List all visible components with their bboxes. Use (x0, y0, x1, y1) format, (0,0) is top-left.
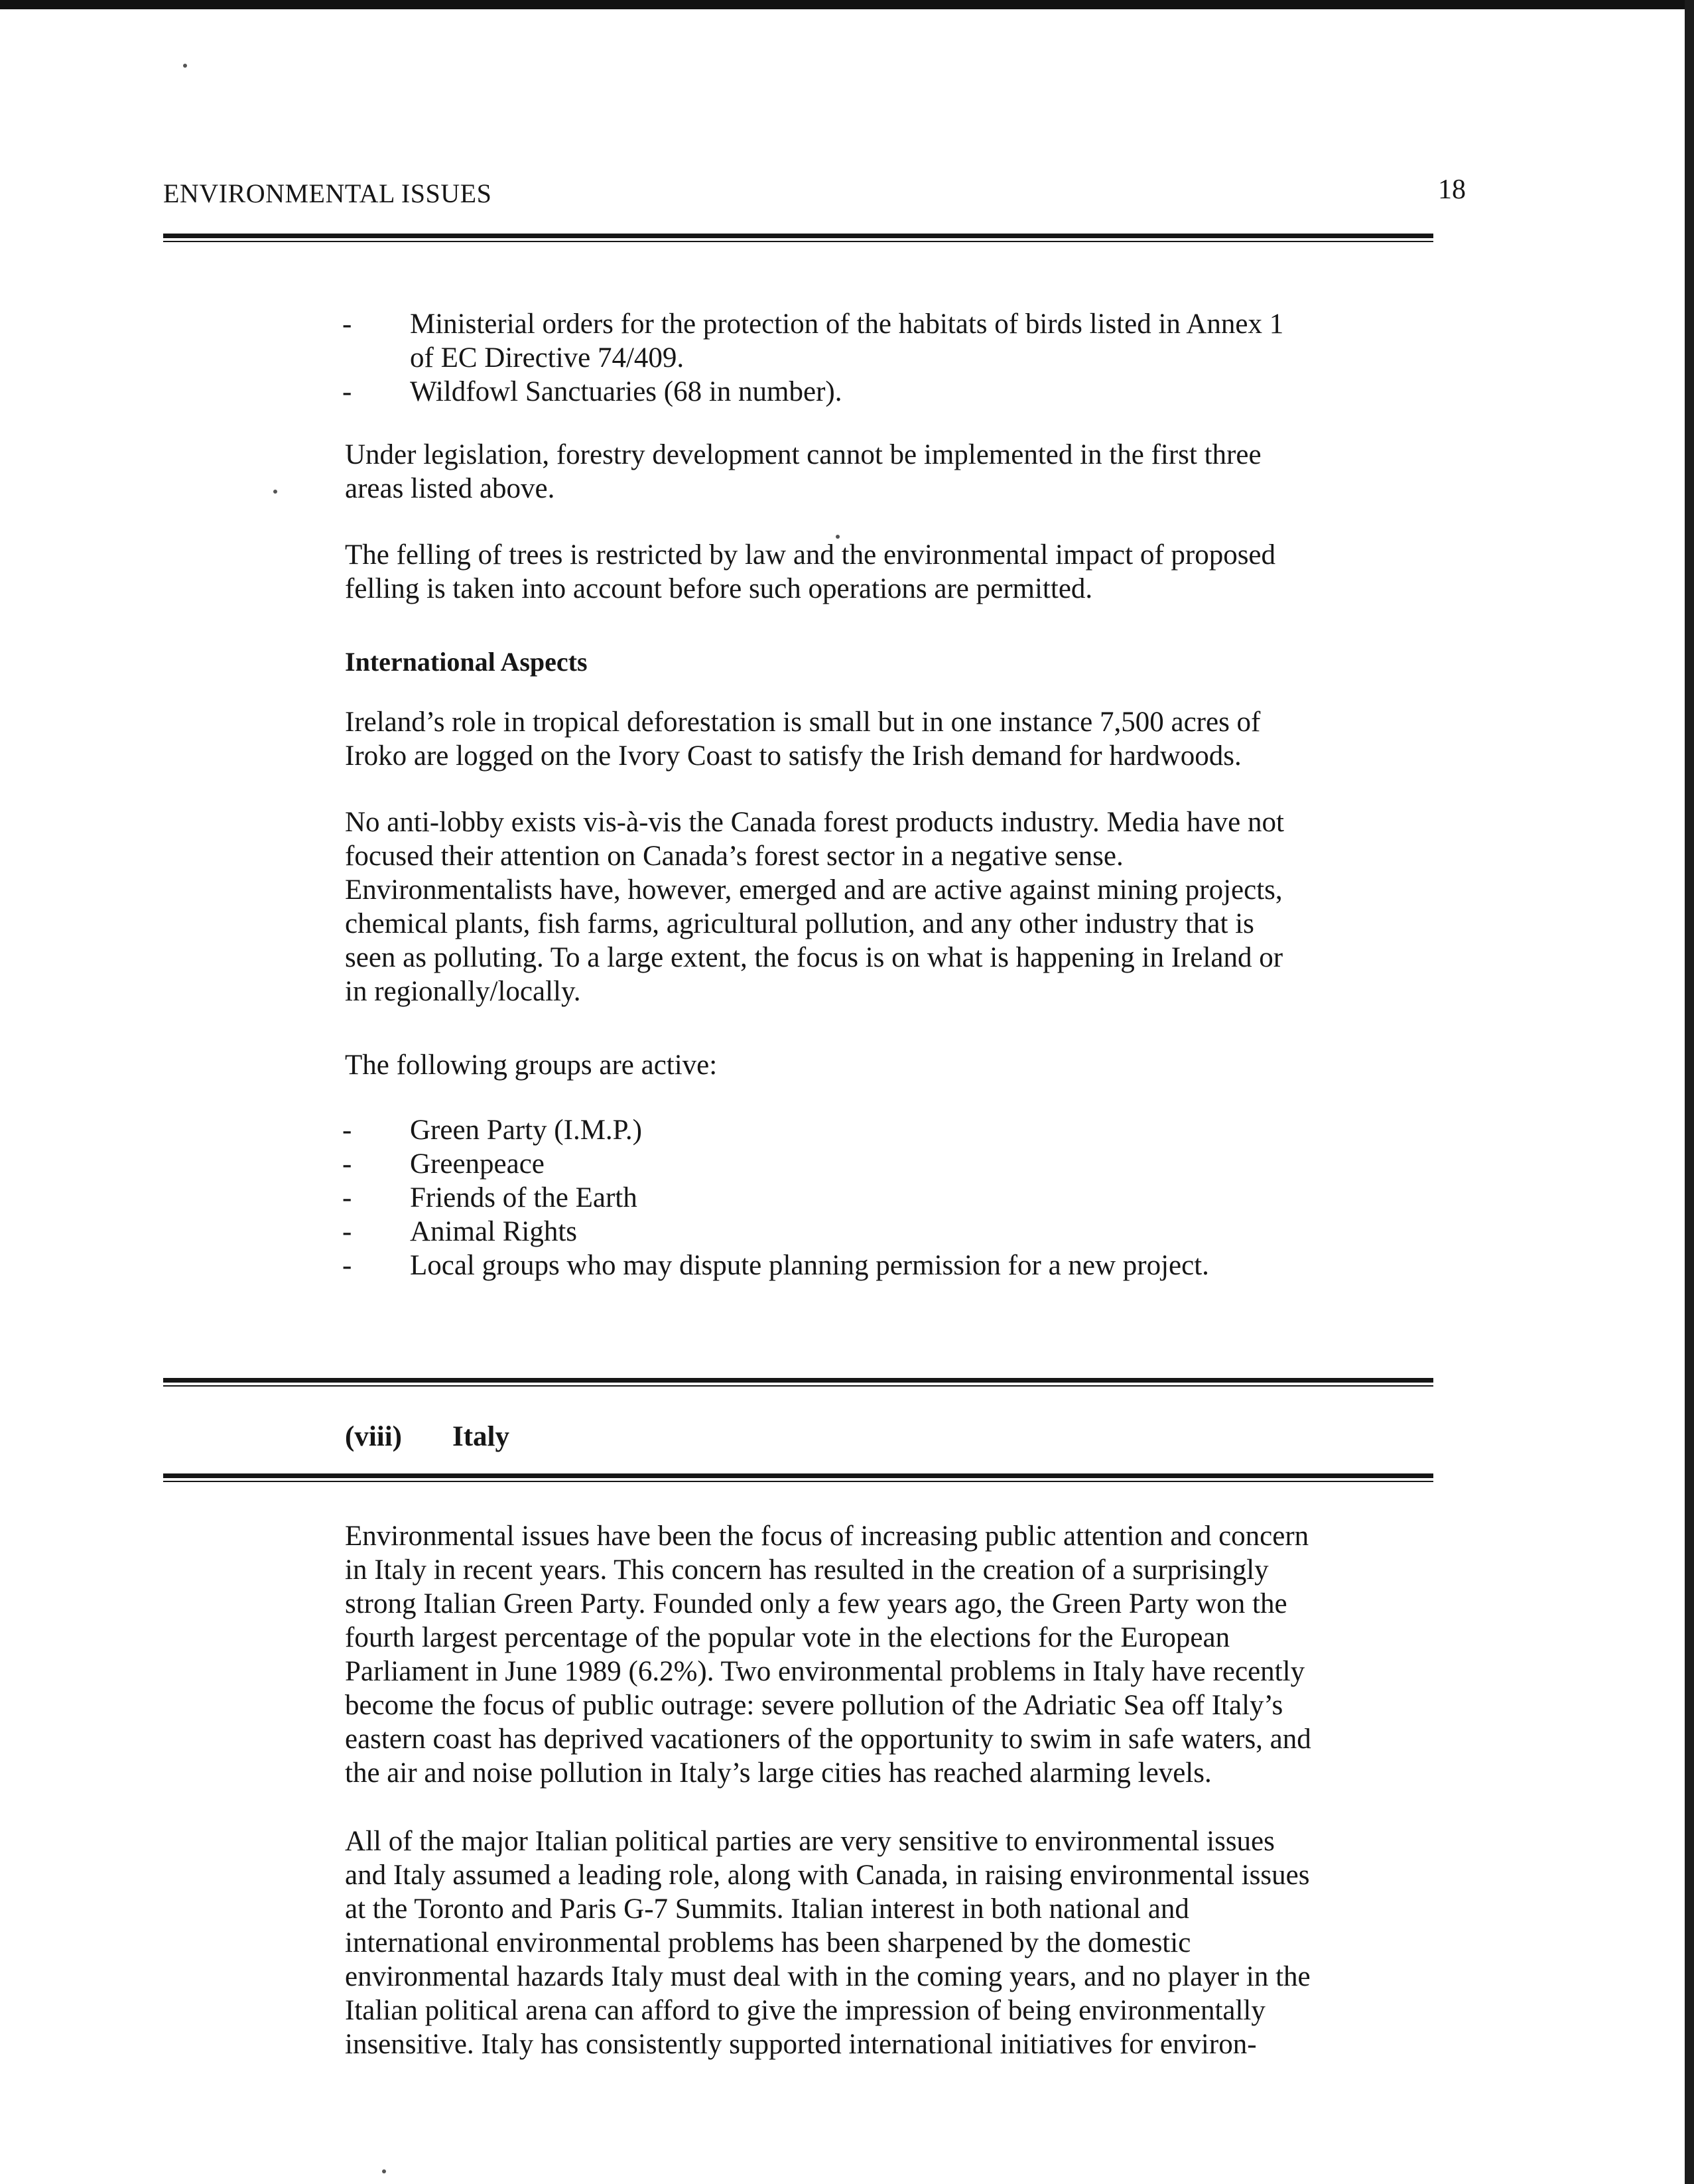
scan-speck (382, 2169, 386, 2173)
list-dash: - (342, 1216, 352, 1247)
paragraph: All of the major Italian political parties are very sensitive to environmental issues and Italy assumed a leading role, along with Canada, in raising environmental issues at the Toronto and Paris G-7 Summits. Italian interest in both national and international environmental problems has been sharpened by the domestic environmental hazards Italy must deal with in the coming years, and no player in the Italian political arena can afford to give the impression of being environmentally insensitive. Italy has consistently supported international initiatives for environ- (345, 1826, 1311, 2060)
list-dash: - (342, 1182, 352, 1213)
paragraph: Under legislation, forestry development cannot be implemented in the first three areas listed above. (345, 439, 1262, 504)
list-dash: - (342, 1250, 352, 1281)
subheading-international-aspects: International Aspects (345, 647, 588, 677)
list-item: - Animal Rights (342, 1216, 578, 1247)
list-dash: - (342, 1115, 352, 1146)
active-groups-list (342, 1113, 1209, 1282)
list-item: - Greenpeace (342, 1148, 545, 1180)
list-item: - Local groups who may dispute planning permission for a new project. (342, 1250, 1209, 1281)
paragraph: Ireland’s role in tropical deforestation is small but in one instance 7,500 acres of Iroko are logged on the Ivory Coast to satisfy the Irish demand for hardwoods. (345, 707, 1261, 772)
list-dash: - (342, 1148, 352, 1180)
list-item: - Wildfowl Sanctuaries (68 in number). (342, 376, 842, 407)
scan-speck (183, 64, 187, 68)
paragraph: No anti-lobby exists vis-à-vis the Canada forest products industry. Media have not focused their attention on Canada’s forest sector in a negative sense. Environmentalists have, however, emerged and are active against mining projects, chemical plants, fish farms, agricultural pollution, and any other industry that is seen as polluting. To a large extent, the focus is on what is happening in Ireland or in regionally/locally. (345, 807, 1284, 1007)
section-title: Italy (452, 1421, 509, 1452)
list-dash: - (342, 376, 352, 407)
scan-right-edge (1685, 0, 1694, 2184)
section-number: (viii) (345, 1421, 402, 1452)
section-rule-bottom (163, 1473, 1433, 1482)
list-item: - Ministerial orders for the protection of the habitats of birds listed in Annex 1 of EC Directive 74/409. (342, 308, 1284, 374)
protected-areas-list (342, 307, 1283, 409)
section-heading-italy (345, 1420, 509, 1453)
header-rule (163, 234, 1433, 242)
scan-top-edge (0, 0, 1694, 9)
section-rule-top (163, 1378, 1433, 1387)
page-number: 18 (1438, 174, 1466, 205)
list-item: - Friends of the Earth (342, 1182, 637, 1213)
paragraph: The felling of trees is restricted by law and the environmental impact of proposed felling is taken into account before such operations are permitted. (345, 539, 1276, 604)
list-item: - Green Party (I.M.P.) (342, 1115, 642, 1146)
running-head: ENVIRONMENTAL ISSUES (163, 178, 492, 208)
paragraph: Environmental issues have been the focus of increasing public attention and concern in Italy in recent years. This concern has resulted in the creation of a surprisingly strong Italian Green Party. Founded only a few years ago, the Green Party won the fourth largest percentage of the popular vote in the elections for the European Parliament in June 1989 (6.2%). Two environmental problems in Italy have recently become the focus of public outrage: severe pollution of the Adriatic Sea off Italy’s eastern coast has deprived vacationers of the opportunity to swim in safe waters, and the air and noise pollution in Italy’s large cities has reached alarming levels. (345, 1521, 1311, 1789)
scan-speck (273, 490, 277, 494)
list-dash: - (342, 308, 352, 340)
paragraph: The following groups are active: (345, 1050, 718, 1081)
